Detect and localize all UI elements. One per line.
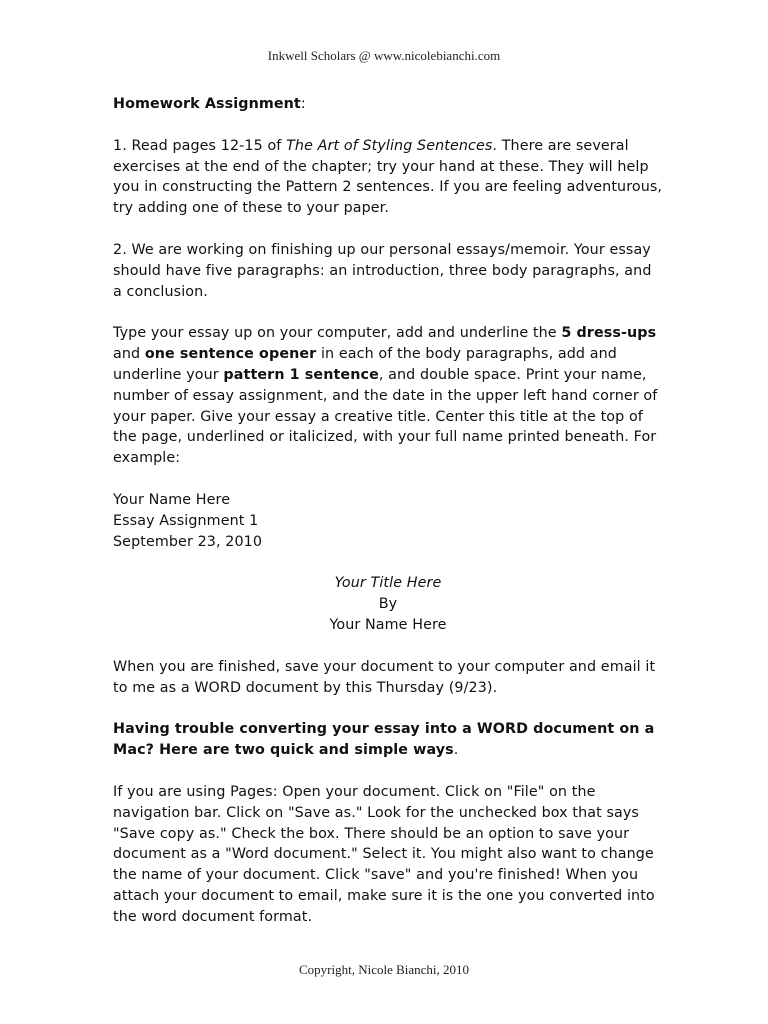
pages-paragraph: If you are using Pages: Open your document. Click on "File" on the navigation bar. Click on "Save as." Look for the unchecked box that says "Save copy as." Check the box. There should be an option to save your document as a "Word document." Select it. You might also want to change the name of your document. Click "save" and you're finished! When you attach your document to email, make sure it is the one you converted into the word document format. (113, 783, 655, 925)
finish-paragraph: When you are finished, save your document to your computer and email it to me as a WORD document by this Thursday (9/23). (113, 658, 656, 696)
example-heading (113, 490, 663, 552)
assignment-title (113, 94, 663, 115)
instructions-bold-pattern: pattern 1 sentence (223, 366, 379, 383)
example-title (113, 573, 663, 594)
item-1-paragraph (113, 136, 663, 219)
item-1-suffix: . There are several exercises at the end of the chapter; try your hand at these. They will help you in constructing the Pattern 2 sentences. If you are feeling adventurous, try adding one of these to your paper. (113, 137, 663, 217)
item-2-paragraph: 2. We are working on finishing up our personal essays/memoir. Your essay should have five paragraphs: an introduction, three body paragraphs, and a conclusion. (113, 241, 652, 300)
example-date: September 23, 2010 (113, 533, 263, 550)
item-1-prefix: 1. Read pages 12-15 of (113, 137, 287, 154)
trouble-heading-period: . (453, 742, 459, 759)
page-footer: Copyright, Nicole Bianchi, 2010 (298, 962, 470, 977)
example-by: By (378, 596, 398, 613)
example-title-block (113, 573, 663, 635)
document-body (113, 94, 663, 949)
instructions-text-4: , and double space. Print your name, number of essay assignment, and the date in the upper left hand corner of your paper. Give your essay a creative title. Center this title at the top of the page, underlined or italicized, with your full name printed beneath. For example: (113, 366, 658, 467)
book-title: The Art of Styling Sentences (286, 137, 493, 154)
example-title-italic: Your Title Here (334, 575, 442, 592)
instructions-paragraph (113, 323, 663, 469)
example-assignment: Essay Assignment 1 (113, 512, 259, 529)
instructions-bold-dressups: 5 dress-ups (561, 325, 657, 342)
instructions-text-1: Type your essay up on your computer, add and underline the (113, 325, 562, 342)
instructions-bold-opener: one sentence opener (144, 346, 317, 363)
instructions-text-2: and (113, 346, 145, 363)
instructions-text-3: in each of the body paragraphs, add and underline your (113, 346, 617, 383)
assignment-title-colon: : (300, 96, 306, 112)
assignment-title-bold: Homework Assignment (113, 96, 301, 112)
example-name: Your Name Here (113, 491, 231, 508)
example-title-name: Your Name Here (329, 616, 447, 633)
page-header: Inkwell Scholars @ www.nicolebianchi.com (267, 48, 501, 63)
trouble-heading (113, 719, 663, 761)
trouble-heading-bold: Having trouble converting your essay into a WORD document on a Mac? Here are two quick and simple ways (113, 721, 655, 759)
